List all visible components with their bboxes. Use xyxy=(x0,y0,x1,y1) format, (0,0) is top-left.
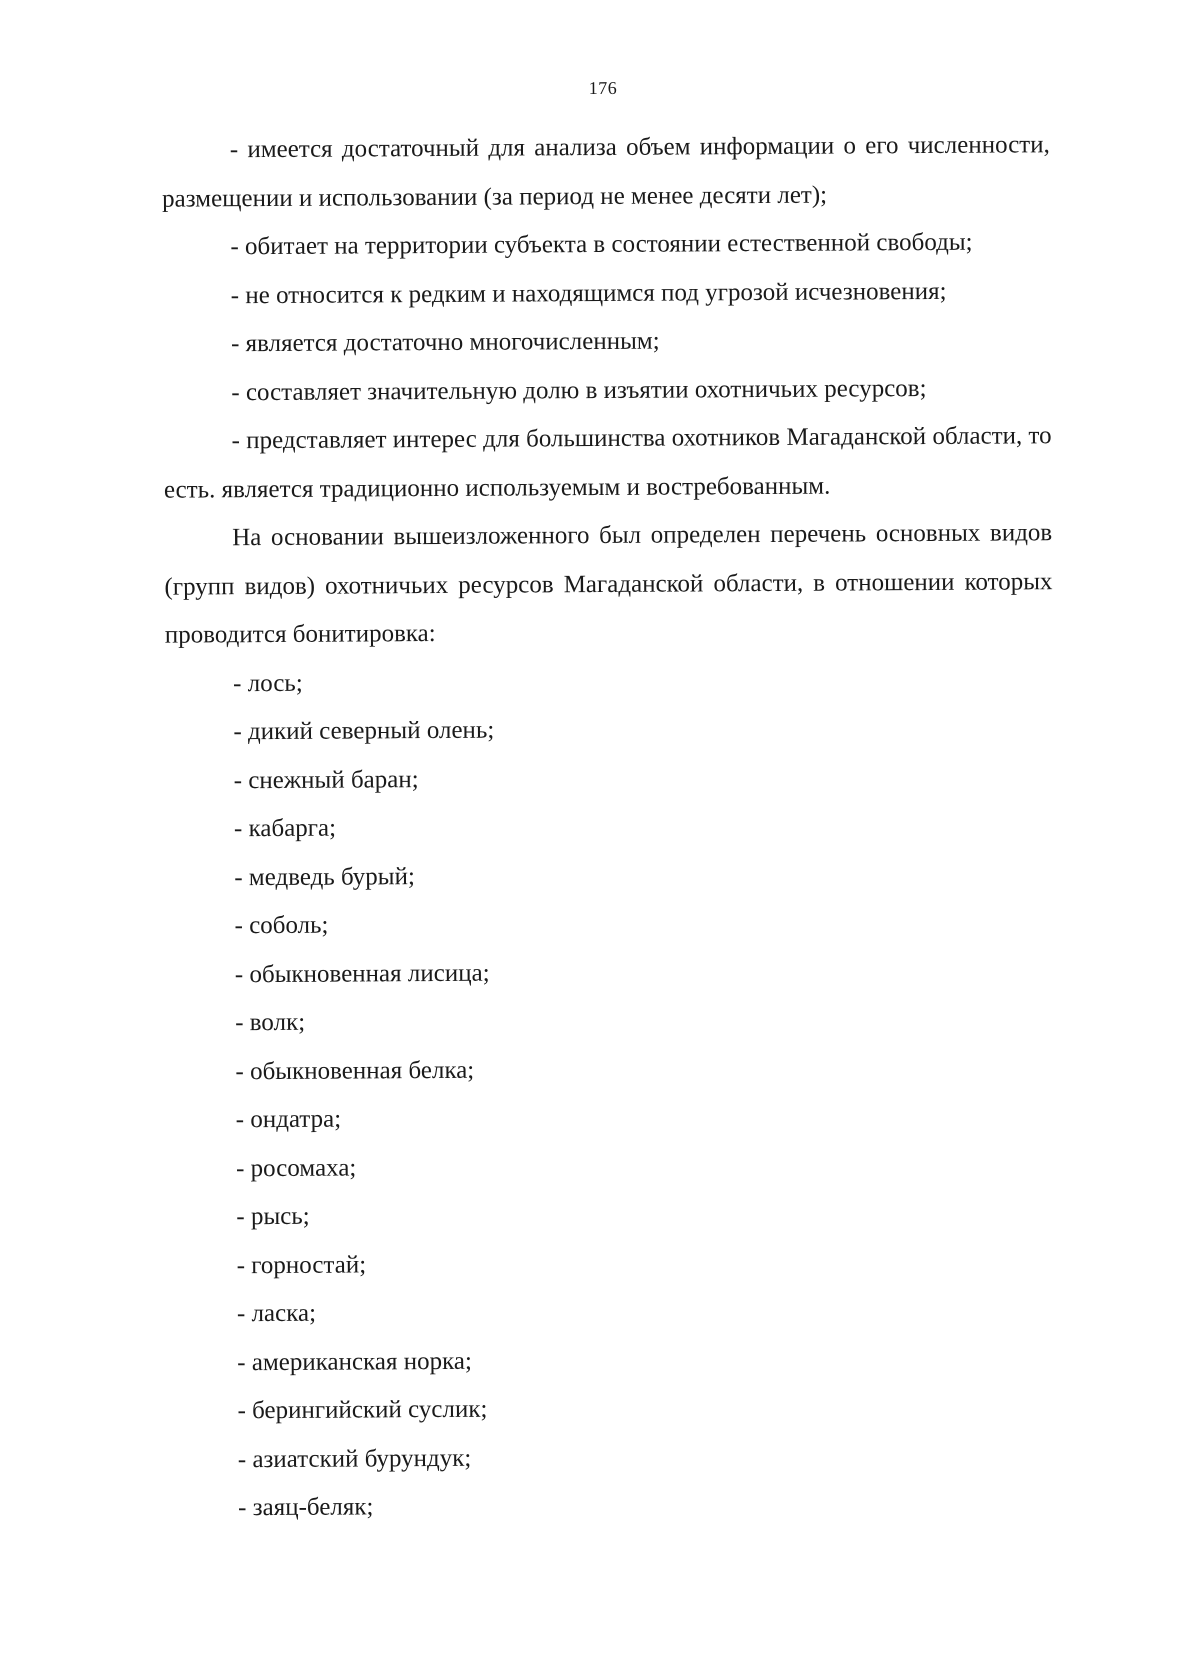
species-list-item: - снежный баран; xyxy=(233,765,419,794)
criteria-paragraph: - не относится к редким и находящимся под угрозой исчезновения; xyxy=(230,277,947,309)
species-list-item: - заяц-беляк; xyxy=(238,1493,374,1522)
species-list-item: - горностай; xyxy=(236,1250,367,1279)
criteria-paragraph: - обитает на территории субъекта в состоянии естественной свободы; xyxy=(230,228,973,261)
species-list-item: - рысь; xyxy=(236,1202,310,1231)
criteria-paragraph: - составляет значительную долю в изъятии охотничьих ресурсов; xyxy=(231,374,927,406)
criteria-paragraph: - имеется достаточный для анализа объем информации о его численности, размещении и использовании (за период не менее десяти лет); xyxy=(162,131,1050,213)
species-list-item: - росомаха; xyxy=(235,1153,357,1182)
species-list-item: - соболь; xyxy=(234,911,329,940)
species-list-item: - кабарга; xyxy=(233,814,337,843)
species-list-item: - берингийский суслик; xyxy=(237,1395,488,1425)
species-list-item: - лось; xyxy=(233,669,303,697)
species-list-item: - медведь бурый; xyxy=(234,862,415,891)
page-number: 176 xyxy=(588,77,618,99)
species-list-item: - американская норка; xyxy=(237,1347,472,1376)
species-list-item: - ондатра; xyxy=(235,1105,342,1134)
species-list xyxy=(165,655,1058,1533)
species-list-item: - ласка; xyxy=(236,1299,317,1328)
criteria-paragraph: - представляет интерес для большинства охотников Магаданской области, то есть. является традиционно используемым и востребованным. xyxy=(163,422,1052,504)
species-list-item: - обыкновенная лисица; xyxy=(234,959,490,988)
species-list-item: - азиатский бурундук; xyxy=(237,1444,472,1473)
species-list-item: - дикий северный олень; xyxy=(233,716,495,746)
document-body xyxy=(162,121,1059,1533)
species-list-item: - волк; xyxy=(235,1008,306,1037)
intro-paragraph: На основании вышеизложенного был определен перечень основных видов (групп видов) охотничьих ресурсов Магаданской области, в отношении которых проводится бонитировка: xyxy=(164,519,1053,649)
criteria-paragraph: - является достаточно многочисленным; xyxy=(230,327,660,358)
species-list-item: - обыкновенная белка; xyxy=(235,1056,475,1085)
